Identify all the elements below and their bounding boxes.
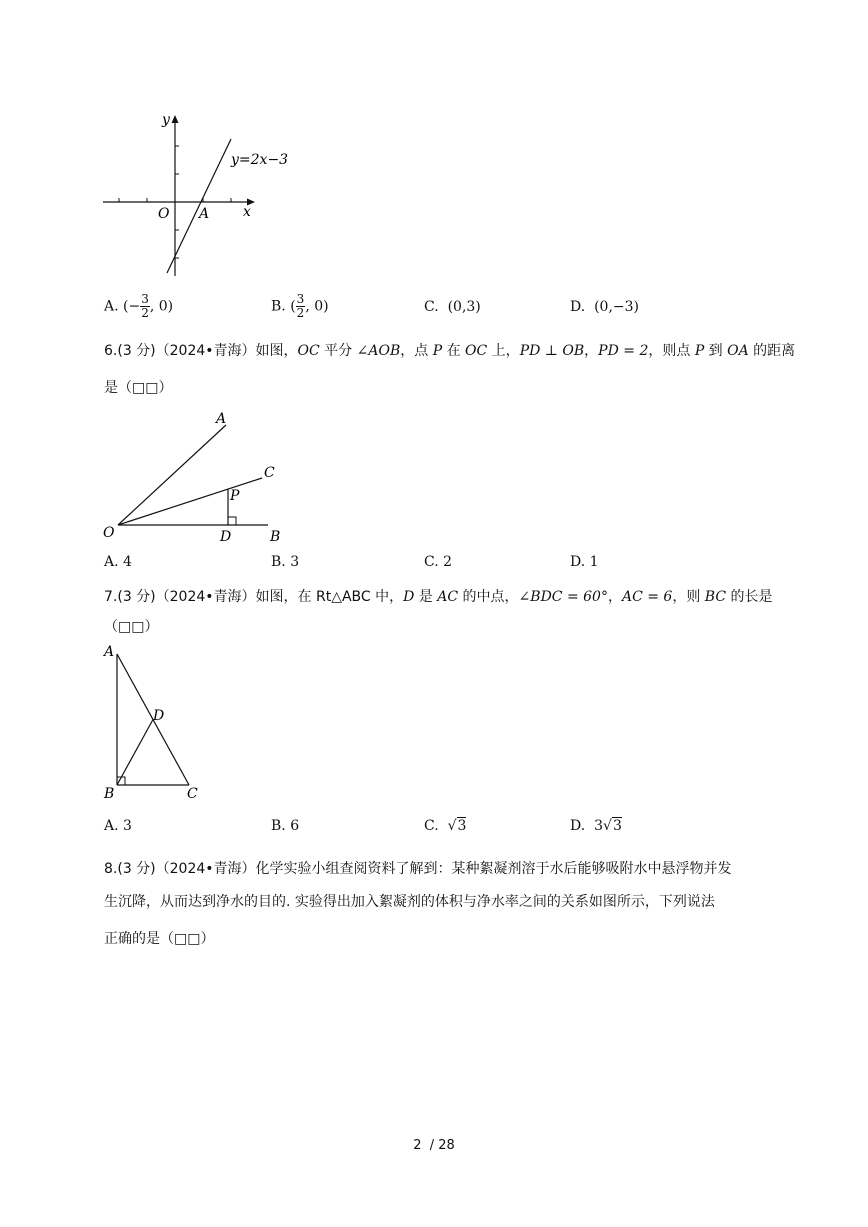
- q6-option-a: A. 4: [104, 554, 132, 570]
- q5-graph: [95, 108, 315, 280]
- label-a: A: [216, 411, 227, 427]
- line-label: y=2x−3: [231, 152, 289, 168]
- label-a: A: [104, 644, 115, 660]
- ray-oc: [118, 478, 262, 525]
- label-c: C: [187, 786, 198, 802]
- q6-stem-line1: 6.(3 分)（2024•青海）如图，OC 平分 ∠AOB，点 P 在 OC 上，PD ⊥ OB，PD = 2，则点 P 到 OA 的距离: [104, 343, 796, 359]
- q6-option-b: B. 3: [271, 554, 300, 570]
- label-o: O: [103, 525, 115, 541]
- q6-option-c: C. 2: [424, 554, 453, 570]
- segment-bd: [117, 720, 153, 786]
- q6-option-d: D. 1: [570, 554, 599, 570]
- q8-stem-line1: 8.(3 分)（2024•青海）化学实验小组查阅资料了解到：某种絮凝剂溶于水后能够吸附水中悬浮物并发: [104, 861, 732, 877]
- label-b: B: [104, 786, 115, 802]
- fraction: $\frac{3}{2}$: [296, 292, 305, 320]
- label-p: P: [230, 488, 240, 504]
- q8-stem-line2: 生沉降，从而达到净水的目的. 实验得出加入絮凝剂的体积与净水率之间的关系如图所示，下列说法: [104, 894, 715, 910]
- label-d: D: [153, 708, 165, 724]
- y-axis-label: y: [162, 112, 170, 128]
- label-d: D: [220, 529, 232, 545]
- right-angle-mark: [228, 517, 236, 525]
- q8-stem-line3: 正确的是（□□）: [104, 931, 215, 947]
- q7-stem-line2: （□□）: [104, 619, 159, 635]
- q7-option-d: D. 3√3: [570, 818, 622, 834]
- origin-label: O: [158, 206, 170, 222]
- ray-oa: [118, 425, 226, 525]
- x-axis-label: x: [243, 204, 251, 220]
- label-b: B: [270, 529, 281, 545]
- page-number: 2 / 28: [413, 1138, 455, 1153]
- q5-option-d: D. (0,−3): [570, 299, 640, 315]
- q7-stem-line1: 7.(3 分)（2024•青海）如图，在 Rt△ABC 中，D 是 AC 的中点，∠BDC = 60°，AC = 6，则 BC 的长是: [104, 589, 773, 605]
- q5-option-a: A. (− $\frac{3}{2}$ , 0): [104, 292, 174, 320]
- q7-option-c: C. √3: [424, 818, 467, 834]
- q5-option-c: C. (0,3): [424, 299, 481, 315]
- q6-stem-line2: 是（□□）: [104, 380, 173, 396]
- q7-figure: [100, 640, 220, 805]
- q7-option-b: B. 6: [271, 818, 300, 834]
- point-a-label: A: [199, 206, 210, 222]
- label-c: C: [264, 465, 275, 481]
- q6-figure: [100, 405, 300, 545]
- fraction: $\frac{3}{2}$: [141, 292, 149, 320]
- q7-option-a: A. 3: [104, 818, 132, 834]
- q5-option-b: B. ( $\frac{3}{2}$ , 0): [271, 292, 329, 320]
- y-axis-arrow: [172, 115, 179, 123]
